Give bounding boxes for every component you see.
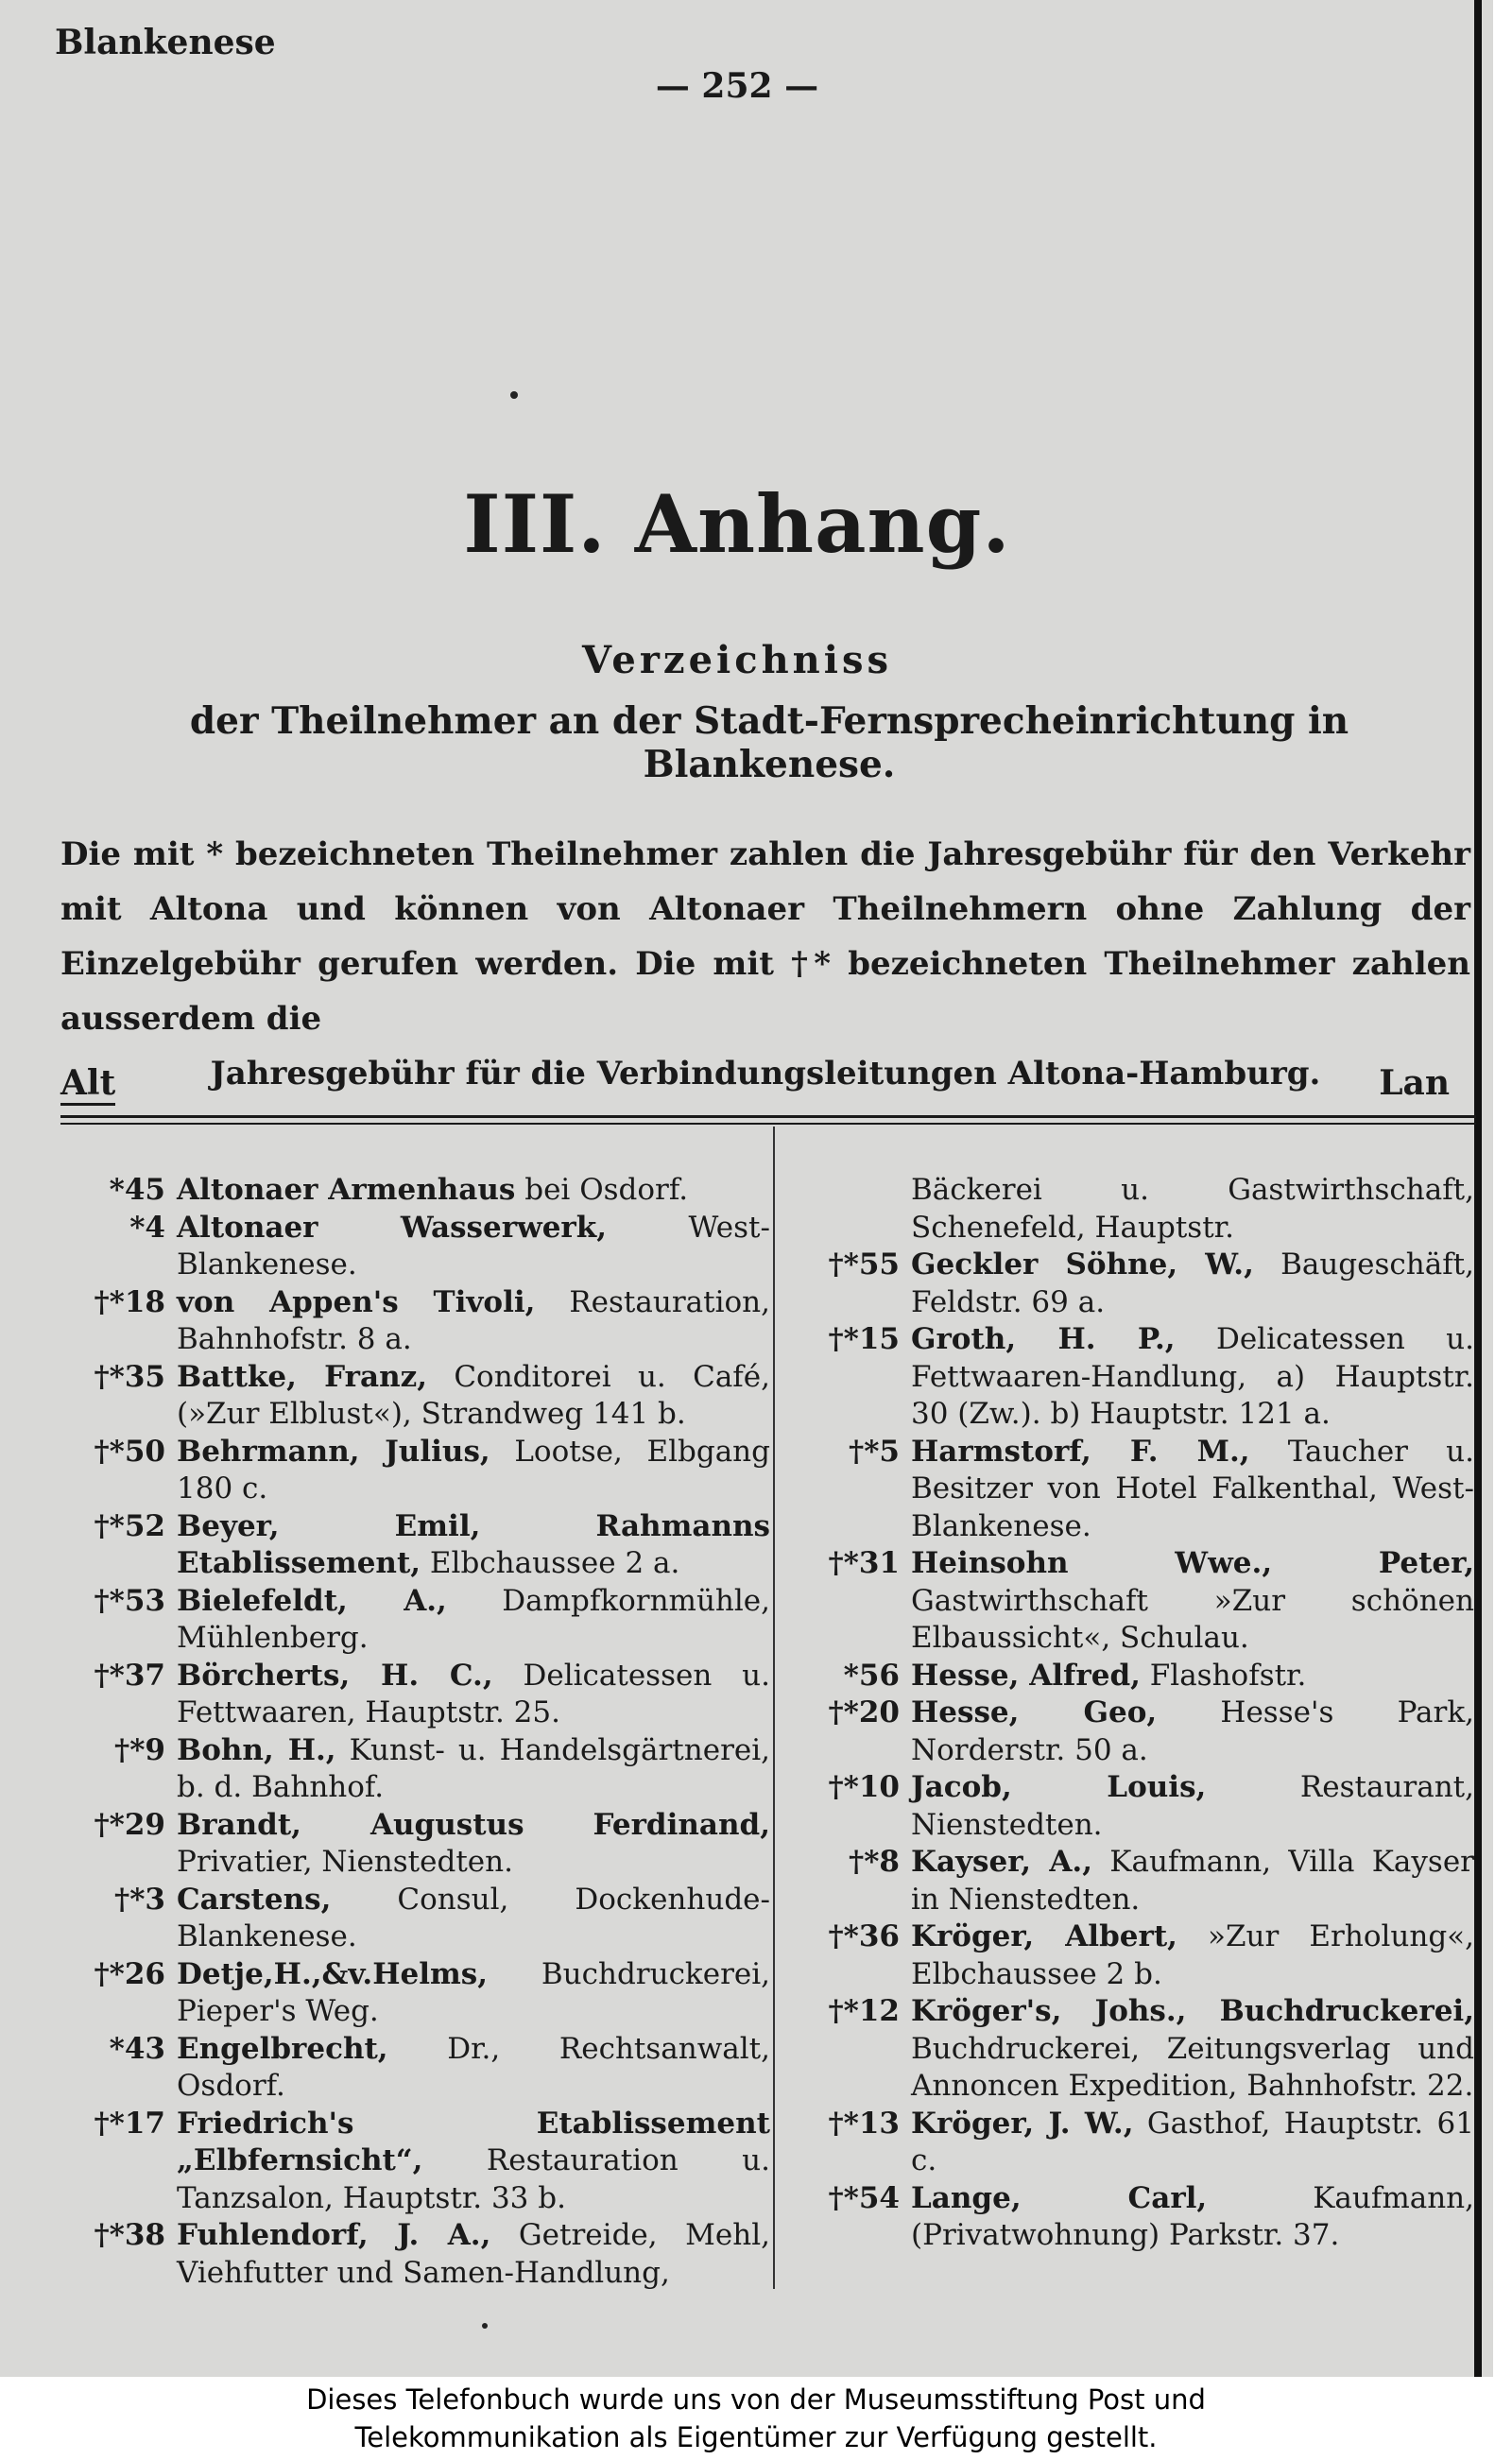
subscriber-name: Altonaer Armenhaus: [177, 1173, 516, 1207]
entry-text: [177, 1807, 770, 1882]
directory-entry: [57, 2031, 770, 2106]
subscriber-number: *56: [843, 1658, 900, 1693]
subscriber-details: Gastwirthschaft »Zur schönen Elbaussicht«, Schulau.: [911, 1583, 1474, 1655]
subscriber-number: †*10: [828, 1770, 900, 1804]
running-header-place: Blankenese: [55, 23, 276, 62]
subscriber-number: †*9: [114, 1732, 165, 1767]
subscriber-number: *45: [109, 1173, 165, 1207]
subscriber-number: †*31: [828, 1546, 900, 1580]
subscriber-name: Hesse, Geo,: [911, 1695, 1158, 1729]
speck-mark: [482, 2323, 488, 2329]
directory-entry: [784, 1434, 1474, 1546]
subscriber-name: Kröger, J. W.,: [911, 2106, 1134, 2141]
footer-line-2: Telekommunikation als Eigentümer zur Verfügung gestellt.: [354, 2421, 1158, 2453]
directory-entry: [784, 1993, 1474, 2106]
entry-text: [177, 1434, 770, 1508]
ownership-footer: [0, 2377, 1512, 2460]
subscriber-number: †*17: [94, 2106, 165, 2141]
directory-entry: [57, 1210, 770, 1284]
directory-entry: [57, 1882, 770, 1956]
entry-text: [177, 1658, 770, 1732]
header-rule-double: [60, 1123, 1476, 1125]
subscriber-number: †*37: [94, 1658, 165, 1693]
subscriber-number: †*13: [828, 2106, 900, 2141]
directory-entry: [784, 1172, 1474, 1247]
subscriber-details: West-Blankenese.: [177, 1210, 770, 1282]
column-header-right: Lan: [1379, 1063, 1450, 1103]
directory-entry: [784, 1844, 1474, 1918]
entry-text: [911, 1321, 1474, 1434]
subscriber-name: Kayser, A.,: [911, 1845, 1092, 1879]
subscriber-number: †*15: [828, 1322, 900, 1356]
subscriber-name: Detje,H.,&v.Helms,: [177, 1956, 489, 1991]
subscriber-name: Kröger's, Johs., Buchdruckerei,: [911, 1994, 1474, 2028]
subscriber-details: Restauration u. Tanzsalon, Hauptstr. 33 b.: [177, 2143, 770, 2215]
subscriber-name: Engelbrecht,: [177, 2031, 388, 2066]
entry-text: [911, 1545, 1474, 1658]
subscriber-number: †*55: [828, 1247, 900, 1282]
subscriber-details: bei Osdorf.: [515, 1173, 689, 1207]
directory-entry: [784, 1769, 1474, 1844]
subscriber-name: Brandt, Augustus Ferdinand,: [177, 1807, 770, 1842]
subscriber-number: †*38: [94, 2218, 165, 2252]
subscriber-details: Restauration, Bahnhofstr. 8 a.: [177, 1284, 770, 1356]
entry-text: [177, 2217, 770, 2292]
subscriber-name: Battke, Franz,: [177, 1359, 428, 1394]
directory-entry: [784, 2180, 1474, 2255]
directory-entry: [57, 1956, 770, 2031]
subscriber-name: Lange, Carl,: [911, 2180, 1208, 2215]
column-divider: [773, 1127, 775, 2289]
entry-text: [177, 1172, 770, 1210]
subscriber-number: †*50: [94, 1434, 165, 1469]
subscriber-name: Fuhlendorf, J. A.,: [177, 2218, 491, 2252]
intro-body: Die mit * bezeichneten Theilnehmer zahlen die Jahresgebühr für den Verkehr mit Altona und können von Altonaer Theilnehmern ohne Zahlung der Einzelgebühr gerufen werden. Die mit †* bezeichneten Theilnehmer zahlen ausserdem die: [60, 835, 1470, 1038]
subscriber-details: Flashofstr.: [1140, 1658, 1307, 1693]
directory-entry: [57, 1658, 770, 1732]
subscriber-details: Conditorei u. Café, (»Zur Elblust«), Strandweg 141 b.: [177, 1359, 770, 1431]
subscriber-name: Altonaer Wasserwerk,: [177, 1210, 608, 1245]
subscriber-details: Bäckerei u. Gastwirthschaft, Schenefeld, Hauptstr.: [911, 1173, 1474, 1245]
intro-last-line: Jahresgebühr für die Verbindungsleitungen Altona-Hamburg.: [210, 1055, 1321, 1092]
directory-entry: [57, 1359, 770, 1434]
subscriber-details: Kaufmann, Villa Kayser in Nienstedten.: [911, 1845, 1474, 1917]
subscriber-number: †*8: [849, 1845, 900, 1879]
subscriber-name: Friedrich's Etablissement „Elbfernsicht“,: [177, 2106, 770, 2177]
subscriber-number: †*54: [828, 2180, 900, 2215]
subscriber-details: Kunst- u. Handelsgärtnerei, b. d. Bahnhof.: [177, 1732, 770, 1804]
subscriber-number: †*3: [114, 1882, 165, 1917]
directory-entry: [784, 1918, 1474, 1993]
subscriber-name: Beyer, Emil, Rahmanns Etablissement,: [177, 1508, 770, 1580]
page-number: — 252 —: [655, 66, 819, 106]
subscriber-details: Kaufmann, (Privatwohnung) Parkstr. 37.: [911, 2180, 1474, 2252]
directory-column-right: [784, 1172, 1474, 2255]
subscriber-details: Consul, Dockenhude-Blankenese.: [177, 1882, 770, 1953]
page-edge-shadow: [1474, 0, 1482, 2377]
entry-text: [911, 1694, 1474, 1769]
entry-text: [177, 1956, 770, 2031]
entry-text: [911, 2180, 1474, 2255]
directory-entry: [784, 1321, 1474, 1434]
subscriber-details: Restaurant, Nienstedten.: [911, 1770, 1474, 1842]
directory-entry: [784, 2106, 1474, 2180]
directory-entry: [57, 1172, 770, 1210]
entry-text: [911, 1658, 1474, 1695]
intro-paragraph: [60, 827, 1470, 1101]
entry-text: [177, 1210, 770, 1284]
entry-text: [911, 2106, 1474, 2180]
subscriber-name: Harmstorf, F. M.,: [911, 1434, 1250, 1469]
subscriber-details: Buchdruckerei, Zeitungsverlag und Annoncen Expedition, Bahnhofstr. 22.: [911, 2031, 1474, 2103]
subscriber-details: Buchdruckerei, Pieper's Weg.: [177, 1956, 770, 2028]
entry-text: [911, 1172, 1474, 1247]
subscriber-number: †*12: [828, 1994, 900, 2028]
subscriber-details: Getreide, Mehl, Viehfutter und Samen-Handlung,: [177, 2218, 770, 2290]
subscriber-name: Jacob, Louis,: [911, 1770, 1207, 1804]
subscriber-details: Baugeschäft, Feldstr. 69 a.: [911, 1247, 1474, 1319]
directory-entry: [57, 2217, 770, 2292]
subscriber-number: †*36: [828, 1919, 900, 1953]
subscriber-name: Carstens,: [177, 1882, 332, 1917]
subscriber-name: Heinsohn Wwe., Peter,: [911, 1546, 1474, 1580]
entry-text: [177, 1583, 770, 1658]
list-title: Verzeichniss: [582, 638, 892, 682]
entry-text: [177, 1508, 770, 1583]
entry-text: [911, 1434, 1474, 1546]
subscriber-details: Gasthof, Hauptstr. 61 c.: [911, 2106, 1474, 2177]
entry-text: [911, 1993, 1474, 2106]
entry-text: [177, 1284, 770, 1359]
subscriber-name: Geckler Söhne, W.,: [911, 1247, 1254, 1282]
subscriber-name: Behrmann, Julius,: [177, 1434, 490, 1469]
entry-text: [911, 1769, 1474, 1844]
directory-column-left: [57, 1172, 770, 2292]
directory-entry: [57, 1583, 770, 1658]
subscriber-number: †*26: [94, 1956, 165, 1991]
directory-entry: [57, 1508, 770, 1583]
entry-text: [177, 1882, 770, 1956]
subscriber-details: Hesse's Park, Norderstr. 50 a.: [911, 1695, 1474, 1767]
subscriber-details: Elbchaussee 2 a.: [421, 1546, 680, 1580]
subscriber-number: †*52: [94, 1508, 165, 1543]
entry-text: [911, 1247, 1474, 1321]
subscriber-number: †*29: [94, 1807, 165, 1842]
entry-text: [177, 2031, 770, 2106]
subscriber-details: Delicatessen u. Fettwaaren, Hauptstr. 25.: [177, 1658, 770, 1729]
subscriber-number: *4: [129, 1210, 165, 1245]
subscriber-name: Kröger, Albert,: [911, 1919, 1177, 1953]
directory-entry: [784, 1247, 1474, 1321]
column-header-left: Alt: [60, 1063, 115, 1106]
subscriber-number: †*20: [828, 1695, 900, 1729]
subscriber-number: †*53: [94, 1583, 165, 1618]
entry-text: [177, 1359, 770, 1434]
subscriber-details: Delicatessen u. Fettwaaren-Handlung, a) Hauptstr. 30 (Zw.). b) Hauptstr. 121 a.: [911, 1322, 1474, 1431]
subscriber-name: Groth, H. P.,: [911, 1322, 1176, 1356]
subscriber-name: Bohn, H.,: [177, 1732, 336, 1767]
subscriber-details: Lootse, Elbgang 180 c.: [177, 1434, 770, 1505]
entry-text: [911, 1844, 1474, 1918]
subscriber-name: Hesse, Alfred,: [911, 1658, 1141, 1693]
list-subtitle: der Theilnehmer an der Stadt-Fernsprecheinrichtung in Blankenese.: [189, 699, 1349, 786]
subscriber-details: Dampfkornmühle, Mühlenberg.: [177, 1583, 770, 1655]
directory-entry: [57, 1434, 770, 1508]
footer-line-1: Dieses Telefonbuch wurde uns von der Museumsstiftung Post und: [306, 2383, 1206, 2416]
subscriber-number: †*18: [94, 1284, 165, 1319]
subscriber-number: †*5: [849, 1434, 900, 1469]
subscriber-name: Börcherts, H. C.,: [177, 1658, 493, 1693]
directory-entry: [57, 2106, 770, 2218]
entry-text: [177, 1732, 770, 1807]
header-rule: [60, 1115, 1476, 1118]
subscriber-details: Taucher u. Besitzer von Hotel Falkenthal, West-Blankenese.: [911, 1434, 1474, 1543]
directory-entry: [57, 1284, 770, 1359]
entry-text: [177, 2106, 770, 2218]
subscriber-number: †*35: [94, 1359, 165, 1394]
subscriber-details: »Zur Erholung«, Elbchaussee 2 b.: [911, 1919, 1475, 1991]
directory-entry: [57, 1732, 770, 1807]
directory-entry: [784, 1545, 1474, 1658]
subscriber-details: Privatier, Nienstedten.: [177, 1845, 513, 1879]
speck-mark: [510, 391, 518, 399]
subscriber-name: Bielefeldt, A.,: [177, 1583, 447, 1618]
subscriber-name: von Appen's Tivoli,: [177, 1284, 536, 1319]
subscriber-details: Dr., Rechtsanwalt, Osdorf.: [177, 2031, 770, 2103]
section-title: III. Anhang.: [463, 477, 1011, 571]
directory-entry: [784, 1658, 1474, 1695]
entry-text: [911, 1918, 1474, 1993]
directory-entry: [57, 1807, 770, 1882]
subscriber-number: *43: [109, 2031, 165, 2066]
directory-entry: [784, 1694, 1474, 1769]
